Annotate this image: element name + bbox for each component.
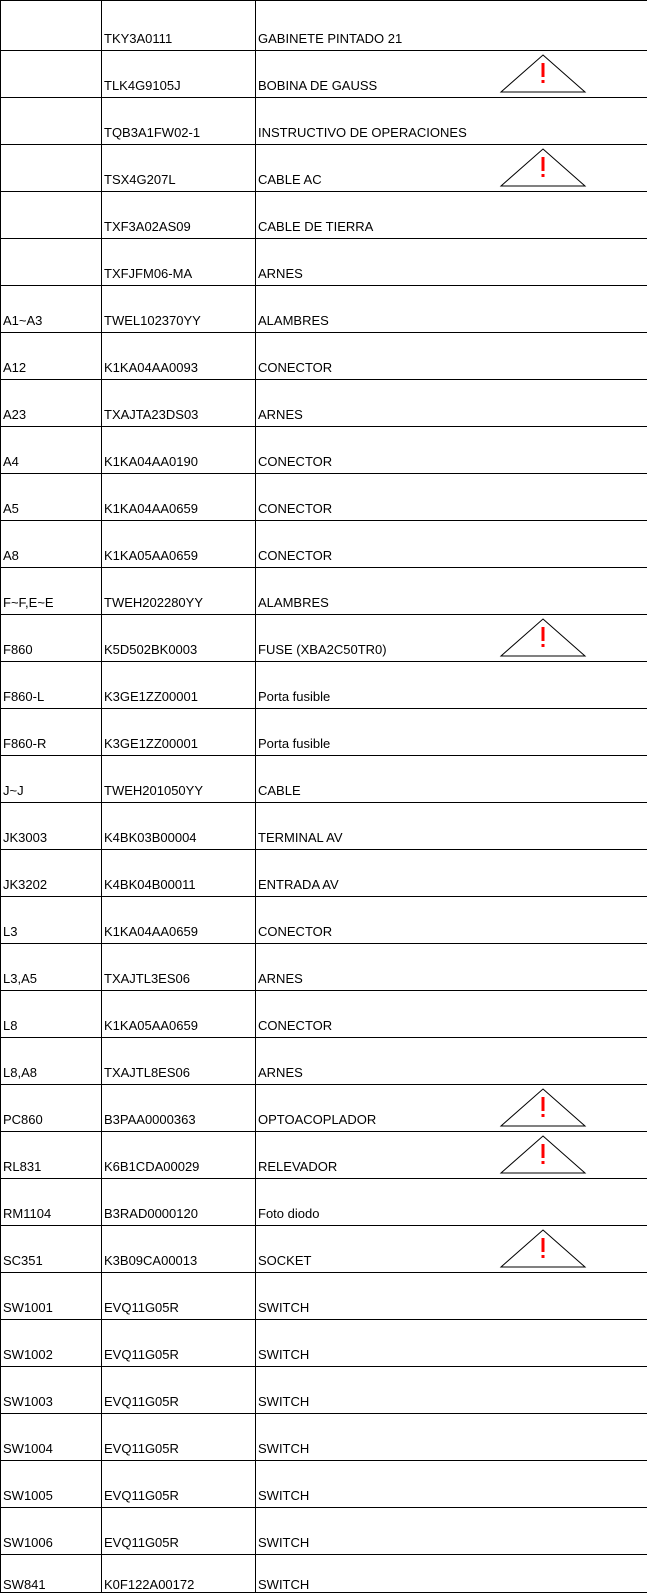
table-row	[1, 1461, 647, 1508]
table-row	[1, 474, 647, 521]
table-row	[1, 98, 647, 145]
ref-cell	[1, 51, 102, 98]
part-number-cell: EVQ11G05R	[102, 1461, 256, 1508]
ref-cell: SW841	[1, 1555, 102, 1593]
part-number-cell: TLK4G9105J	[102, 51, 256, 98]
table-row	[1, 1, 647, 51]
part-number-cell: K6B1CDA00029	[102, 1132, 256, 1179]
ref-cell: J~J	[1, 756, 102, 803]
part-number-cell: K1KA04AA0190	[102, 427, 256, 474]
part-number-cell: K3B09CA00013	[102, 1226, 256, 1273]
description-cell	[256, 192, 647, 239]
part-number-cell: TXFJFM06-MA	[102, 239, 256, 286]
description-cell	[256, 850, 647, 897]
part-number-cell: K1KA04AA0659	[102, 474, 256, 521]
description-cell	[256, 1179, 647, 1226]
description-cell	[256, 1367, 647, 1414]
part-number-cell: K3GE1ZZ00001	[102, 709, 256, 756]
description-text: Porta fusible	[258, 689, 330, 704]
ref-cell: SC351	[1, 1226, 102, 1273]
table-row	[1, 615, 647, 662]
description-cell	[256, 615, 647, 662]
ref-cell	[1, 1, 102, 51]
description-text: CONECTOR	[258, 454, 332, 469]
part-number-cell: K4BK03B00004	[102, 803, 256, 850]
part-number-cell: EVQ11G05R	[102, 1508, 256, 1555]
part-number-cell: B3PAA0000363	[102, 1085, 256, 1132]
description-text: ENTRADA AV	[258, 877, 339, 892]
description-text: ARNES	[258, 1065, 303, 1080]
warning-triangle-icon	[499, 1087, 587, 1127]
description-cell	[256, 1414, 647, 1461]
table-row	[1, 286, 647, 333]
table-row	[1, 1273, 647, 1320]
table-row	[1, 1414, 647, 1461]
description-text: SWITCH	[258, 1488, 309, 1503]
description-text: SWITCH	[258, 1300, 309, 1315]
table-row	[1, 803, 647, 850]
description-text: CONECTOR	[258, 548, 332, 563]
ref-cell: RL831	[1, 1132, 102, 1179]
description-cell	[256, 239, 647, 286]
ref-cell: SW1004	[1, 1414, 102, 1461]
ref-cell: F860-L	[1, 662, 102, 709]
description-cell	[256, 1132, 647, 1179]
description-cell	[256, 51, 647, 98]
description-text: ALAMBRES	[258, 595, 329, 610]
description-cell	[256, 1461, 647, 1508]
part-number-cell: K1KA04AA0659	[102, 897, 256, 944]
part-number-cell: K1KA05AA0659	[102, 991, 256, 1038]
ref-cell: L3,A5	[1, 944, 102, 991]
ref-cell	[1, 192, 102, 239]
description-text: CONECTOR	[258, 924, 332, 939]
part-number-cell: K1KA05AA0659	[102, 521, 256, 568]
ref-cell	[1, 239, 102, 286]
description-text: GABINETE PINTADO 21	[258, 31, 402, 46]
part-number-cell: TWEH202280YY	[102, 568, 256, 615]
description-cell	[256, 427, 647, 474]
description-text: CABLE AC	[258, 172, 322, 187]
description-cell	[256, 1320, 647, 1367]
parts-list-body	[1, 1, 647, 1593]
table-row	[1, 333, 647, 380]
warning-triangle-icon	[499, 147, 587, 187]
table-row	[1, 944, 647, 991]
ref-cell: SW1003	[1, 1367, 102, 1414]
part-number-cell: TQB3A1FW02-1	[102, 98, 256, 145]
part-number-cell: TWEH201050YY	[102, 756, 256, 803]
table-row	[1, 1508, 647, 1555]
table-row	[1, 521, 647, 568]
description-cell	[256, 803, 647, 850]
table-row	[1, 1038, 647, 1085]
description-cell	[256, 1085, 647, 1132]
ref-cell	[1, 98, 102, 145]
description-text: CONECTOR	[258, 360, 332, 375]
description-text: Porta fusible	[258, 736, 330, 751]
table-row	[1, 568, 647, 615]
table-row	[1, 1132, 647, 1179]
part-number-cell: TXAJTL8ES06	[102, 1038, 256, 1085]
table-row	[1, 662, 647, 709]
description-cell	[256, 897, 647, 944]
part-number-cell: K1KA04AA0093	[102, 333, 256, 380]
part-number-cell: TKY3A0111	[102, 1, 256, 51]
part-number-cell: EVQ11G05R	[102, 1367, 256, 1414]
ref-cell: A4	[1, 427, 102, 474]
description-text: FUSE (XBA2C50TR0)	[258, 642, 387, 657]
table-row	[1, 1320, 647, 1367]
table-row	[1, 897, 647, 944]
ref-cell: F860	[1, 615, 102, 662]
description-text: CABLE	[258, 783, 301, 798]
description-cell	[256, 1508, 647, 1555]
part-number-cell: B3RAD0000120	[102, 1179, 256, 1226]
ref-cell: PC860	[1, 1085, 102, 1132]
table-row	[1, 1085, 647, 1132]
part-number-cell: TXF3A02AS09	[102, 192, 256, 239]
part-number-cell: TXAJTA23DS03	[102, 380, 256, 427]
part-number-cell: EVQ11G05R	[102, 1320, 256, 1367]
description-text: TERMINAL AV	[258, 830, 343, 845]
ref-cell: SW1005	[1, 1461, 102, 1508]
table-row	[1, 1367, 647, 1414]
description-text: SWITCH	[258, 1394, 309, 1409]
warning-triangle-icon	[499, 53, 587, 93]
description-cell	[256, 1038, 647, 1085]
description-cell	[256, 333, 647, 380]
description-text: SWITCH	[258, 1347, 309, 1362]
description-text: ALAMBRES	[258, 313, 329, 328]
part-number-cell: K5D502BK0003	[102, 615, 256, 662]
description-cell	[256, 756, 647, 803]
description-text: ARNES	[258, 971, 303, 986]
description-cell	[256, 474, 647, 521]
description-text: ARNES	[258, 407, 303, 422]
description-text: CABLE DE TIERRA	[258, 219, 373, 234]
ref-cell: RM1104	[1, 1179, 102, 1226]
description-cell	[256, 1226, 647, 1273]
ref-cell: F860-R	[1, 709, 102, 756]
table-row	[1, 427, 647, 474]
ref-cell: L8,A8	[1, 1038, 102, 1085]
description-cell	[256, 98, 647, 145]
description-cell	[256, 286, 647, 333]
table-row	[1, 145, 647, 192]
ref-cell: F~F,E~E	[1, 568, 102, 615]
table-row	[1, 1555, 647, 1593]
description-cell	[256, 944, 647, 991]
part-number-cell: K0F122A00172	[102, 1555, 256, 1593]
ref-cell	[1, 145, 102, 192]
table-row	[1, 192, 647, 239]
description-text: SWITCH	[258, 1441, 309, 1456]
ref-cell: JK3003	[1, 803, 102, 850]
description-cell	[256, 380, 647, 427]
description-cell	[256, 1273, 647, 1320]
ref-cell: SW1001	[1, 1273, 102, 1320]
ref-cell: L8	[1, 991, 102, 1038]
part-number-cell: TWEL102370YY	[102, 286, 256, 333]
description-text: Foto diodo	[258, 1206, 319, 1221]
ref-cell: JK3202	[1, 850, 102, 897]
description-cell	[256, 1555, 647, 1593]
description-text: SWITCH	[258, 1535, 309, 1550]
table-row	[1, 709, 647, 756]
ref-cell: A23	[1, 380, 102, 427]
table-row	[1, 850, 647, 897]
table-row	[1, 756, 647, 803]
table-row	[1, 51, 647, 98]
description-text: ARNES	[258, 266, 303, 281]
description-cell	[256, 568, 647, 615]
description-cell	[256, 521, 647, 568]
description-text: RELEVADOR	[258, 1159, 337, 1174]
part-number-cell: EVQ11G05R	[102, 1273, 256, 1320]
description-text: CONECTOR	[258, 501, 332, 516]
ref-cell: A1~A3	[1, 286, 102, 333]
table-row	[1, 1179, 647, 1226]
ref-cell: SW1002	[1, 1320, 102, 1367]
warning-triangle-icon	[499, 1228, 587, 1268]
part-number-cell: TXAJTL3ES06	[102, 944, 256, 991]
ref-cell: SW1006	[1, 1508, 102, 1555]
part-number-cell: TSX4G207L	[102, 145, 256, 192]
description-cell	[256, 709, 647, 756]
table-row	[1, 991, 647, 1038]
warning-triangle-icon	[499, 1134, 587, 1174]
description-cell	[256, 662, 647, 709]
description-text: SOCKET	[258, 1253, 311, 1268]
table-row	[1, 239, 647, 286]
part-number-cell: K3GE1ZZ00001	[102, 662, 256, 709]
ref-cell: A8	[1, 521, 102, 568]
ref-cell: A5	[1, 474, 102, 521]
table-row	[1, 380, 647, 427]
description-text: OPTOACOPLADOR	[258, 1112, 376, 1127]
part-number-cell: K4BK04B00011	[102, 850, 256, 897]
part-number-cell: EVQ11G05R	[102, 1414, 256, 1461]
warning-triangle-icon	[499, 617, 587, 657]
ref-cell: A12	[1, 333, 102, 380]
description-cell	[256, 1, 647, 51]
description-text: CONECTOR	[258, 1018, 332, 1033]
description-cell	[256, 145, 647, 192]
ref-cell: L3	[1, 897, 102, 944]
description-text: SWITCH	[258, 1577, 309, 1592]
description-text: INSTRUCTIVO DE OPERACIONES	[258, 125, 467, 140]
table-row	[1, 1226, 647, 1273]
description-text: BOBINA DE GAUSS	[258, 78, 377, 93]
description-cell	[256, 991, 647, 1038]
